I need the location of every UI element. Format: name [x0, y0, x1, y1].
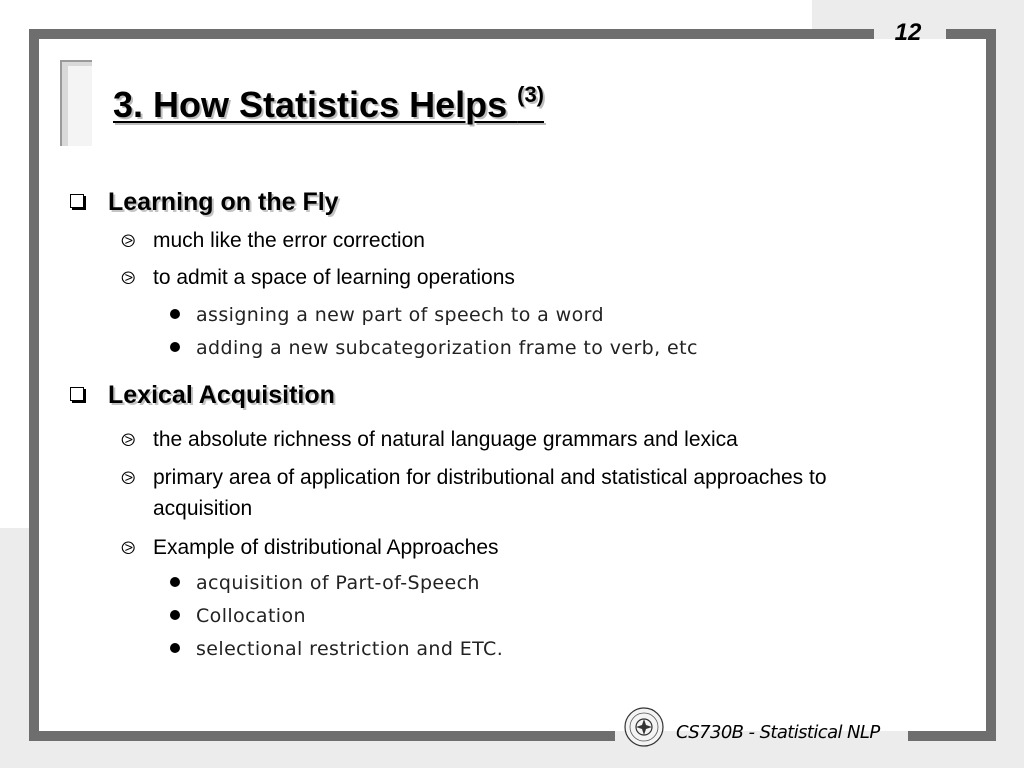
dot-bullet-icon: [170, 610, 180, 620]
slide-title-superscript: (3): [517, 82, 545, 107]
sub-list-item: [170, 337, 698, 359]
slide-title-text: 3. How Statistics Helps: [113, 84, 518, 125]
frame-border-top: [29, 29, 874, 39]
half-circle-bullet-icon: ⧁: [121, 430, 136, 450]
sub-list-item-text: assigning a new part of speech to a word: [196, 304, 604, 326]
slide-title: [113, 84, 544, 126]
frame-border-bottom-right: [908, 731, 996, 741]
list-item-text: to admit a space of learning operations: [153, 266, 515, 289]
sub-list-item: [170, 572, 480, 594]
list-item-text: primary area of application for distributional and statistical approaches to: [153, 466, 827, 489]
section-heading-lexical: [70, 381, 335, 410]
frame-border-bottom: [29, 731, 615, 741]
list-item: [121, 536, 499, 560]
footer-course-title: CS730B - Statistical NLP: [676, 722, 880, 743]
half-circle-bullet-icon: ⧁: [121, 538, 136, 558]
dot-bullet-icon: [170, 577, 180, 587]
half-circle-bullet-icon: ⧁: [121, 231, 136, 251]
slide-number: 12: [894, 19, 922, 46]
half-circle-bullet-icon: ⧁: [121, 468, 136, 488]
list-item-text: the absolute richness of natural language grammars and lexica: [153, 428, 738, 451]
dot-bullet-icon: [170, 342, 180, 352]
frame-border-right: [986, 29, 996, 741]
list-item: [121, 229, 425, 253]
list-item: [121, 466, 827, 490]
sub-list-item: [170, 638, 503, 660]
frame-border-left: [29, 29, 39, 741]
sub-list-item: [170, 304, 604, 326]
dot-bullet-icon: [170, 643, 180, 653]
square-bullet-icon: [70, 387, 84, 401]
list-item-text: Example of distributional Approaches: [153, 536, 499, 559]
section-heading-learning: [70, 188, 339, 217]
sub-list-item: [170, 605, 306, 627]
list-item-continuation: acquisition: [153, 497, 253, 520]
half-circle-bullet-icon: ⧁: [121, 268, 136, 288]
dot-bullet-icon: [170, 309, 180, 319]
square-bullet-icon: [70, 194, 84, 208]
sub-list-item-text: Collocation: [196, 605, 306, 627]
list-item: [121, 428, 738, 452]
sub-list-item-text: adding a new subcategorization frame to verb, etc: [196, 337, 698, 359]
title-decoration: [60, 60, 92, 146]
section-heading-text: Learning on the Fly: [108, 188, 339, 216]
list-item: [121, 266, 515, 290]
section-heading-text: Lexical Acquisition: [108, 381, 335, 409]
sub-list-item-text: selectional restriction and ETC.: [196, 638, 504, 660]
sub-list-item-text: acquisition of Part-of-Speech: [196, 572, 480, 594]
university-seal-logo: [624, 707, 664, 747]
list-item-text: much like the error correction: [153, 229, 425, 252]
